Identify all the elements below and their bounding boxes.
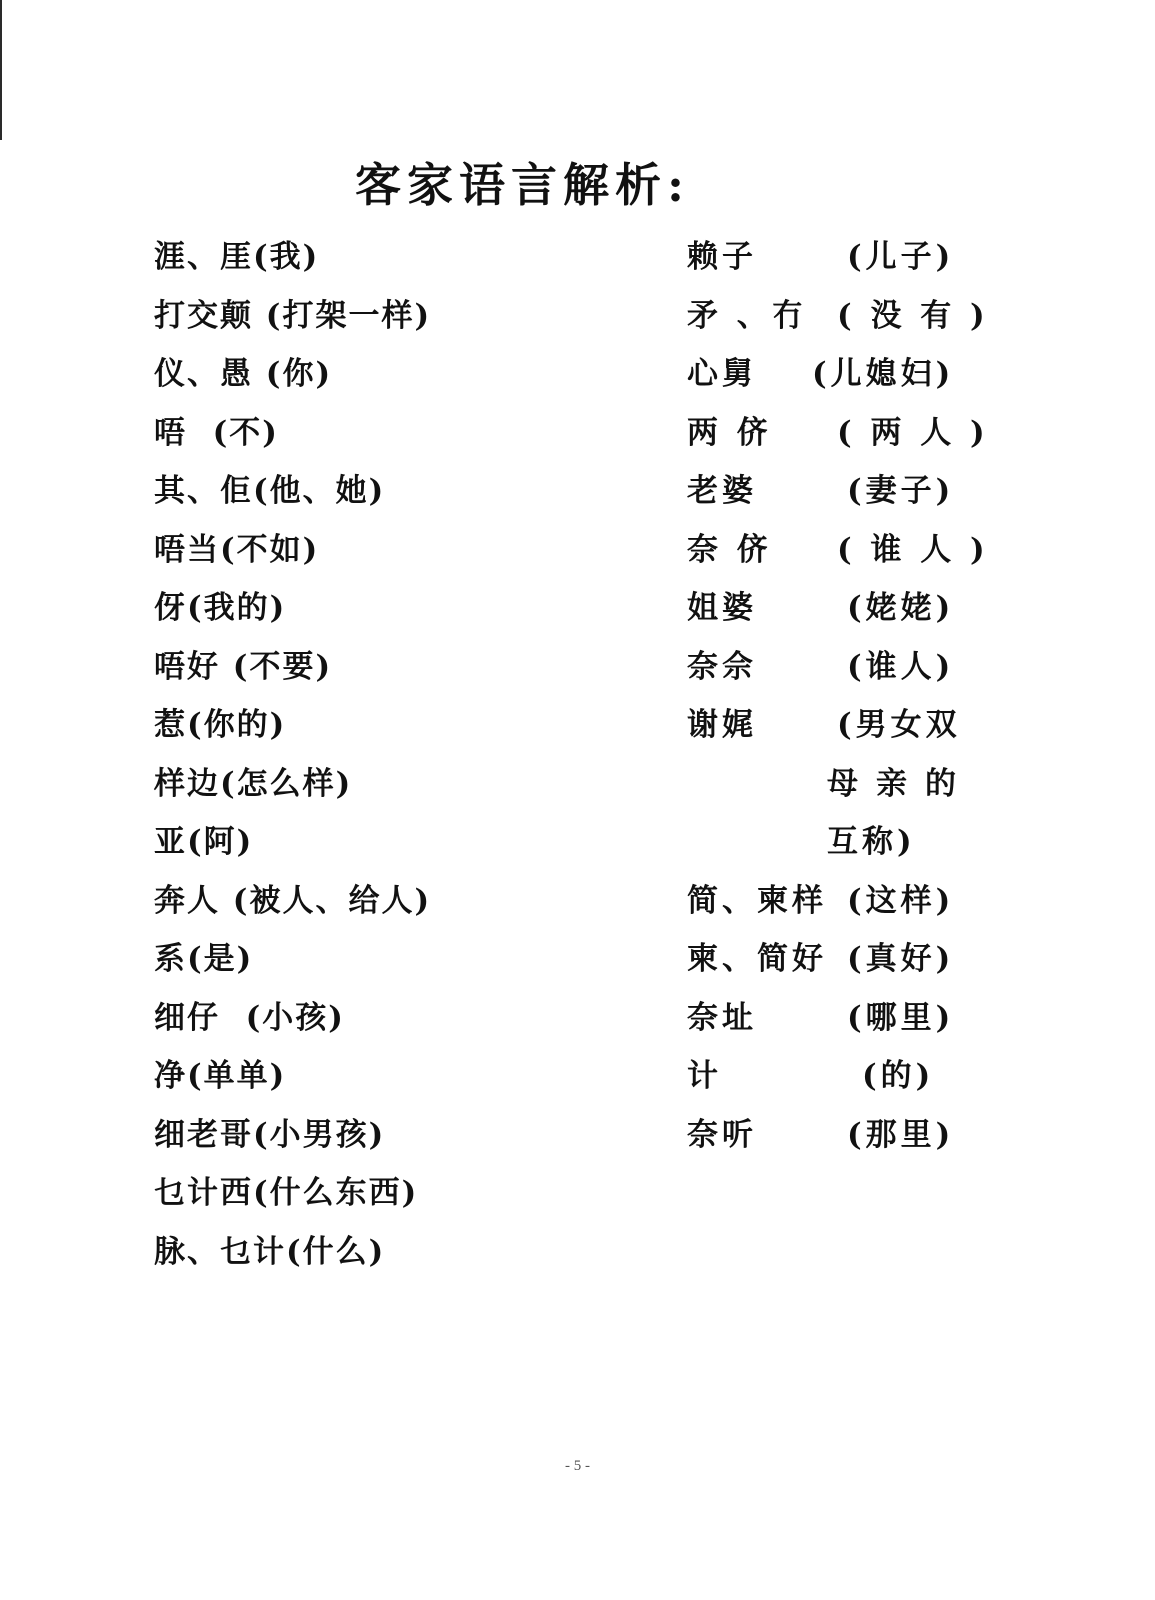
right-entry: [687, 462, 977, 521]
entry-term: 简、柬样: [687, 882, 827, 919]
left-entry: 仪、愚 (你): [154, 356, 333, 392]
right-entry: [687, 872, 977, 931]
page-number: - 5 -: [565, 1458, 590, 1474]
left-entry: 样边(怎么样): [154, 765, 353, 802]
entry-term: 心舅: [687, 356, 757, 392]
entry-gloss: ( 没 有 ): [837, 297, 989, 334]
entry-gloss: (的): [862, 1058, 935, 1094]
right-entry: [687, 1106, 977, 1165]
left-entry: 涯、厓(我): [154, 239, 320, 275]
left-entry: 净(单单): [154, 1058, 287, 1094]
right-entry: [687, 813, 977, 872]
entry-gloss-continued: 互称): [827, 824, 916, 860]
left-entry: 奔人 (被人、给人): [154, 882, 432, 919]
left-entry: 系(是): [154, 941, 254, 977]
entry-gloss: ( 谁 人 ): [837, 531, 989, 568]
right-entry: [687, 287, 989, 346]
entry-gloss: (谁人): [847, 648, 955, 685]
entry-gloss-continued: 母亲的: [827, 765, 974, 802]
entry-term: 柬、简好: [687, 941, 827, 977]
right-entry: [687, 696, 977, 755]
right-entry: [687, 930, 977, 989]
entry-gloss: (男女双: [837, 707, 961, 743]
entry-gloss: (哪里): [847, 999, 955, 1036]
entry-term: 奈佘: [687, 648, 757, 685]
entry-term: 两 侪: [687, 414, 772, 451]
entry-term: 矛 、冇: [687, 297, 807, 334]
entry-gloss: (那里): [847, 1116, 955, 1153]
entry-gloss: (姥姥): [847, 590, 955, 626]
entry-term: 奈听: [687, 1116, 757, 1153]
left-entry: 打交颠 (打架一样): [154, 297, 432, 334]
left-entry: 脉、乜计(什么): [154, 1233, 386, 1270]
entry-gloss: (妻子): [847, 473, 955, 509]
entry-gloss: (这样): [847, 882, 955, 919]
entry-gloss: ( 两 人 ): [837, 414, 989, 451]
right-entry: [687, 638, 977, 697]
left-entry: 唔 (不): [154, 414, 279, 451]
entry-term: 老婆: [687, 473, 757, 509]
right-entry: [687, 579, 977, 638]
entry-term: 奈址: [687, 999, 757, 1036]
left-entry: 惹(你的): [154, 707, 287, 743]
left-entry: 细仔 (小孩): [154, 999, 345, 1036]
entry-term: 奈 侪: [687, 531, 772, 568]
left-entry: 乜计西(什么东西): [154, 1175, 419, 1211]
right-entry: [687, 345, 977, 404]
right-entry: [687, 521, 989, 580]
left-entry: 唔好 (不要): [154, 648, 333, 685]
right-entry: [687, 989, 977, 1048]
left-entry: 其、佢(他、她): [154, 473, 386, 509]
page-title: 客家语言解析:: [355, 158, 690, 212]
right-entry: [687, 228, 977, 287]
left-entry: 亚(阿): [154, 824, 254, 860]
page-edge: [0, 0, 2, 140]
right-entry: [687, 404, 989, 463]
entry-term: 计: [687, 1058, 722, 1094]
right-entry: [687, 755, 977, 814]
left-entry: 唔当(不如): [154, 531, 320, 568]
entry-gloss: (真好): [847, 941, 955, 977]
entry-gloss: (儿子): [847, 239, 955, 275]
entry-term: 谢娓: [687, 707, 757, 743]
right-column: [687, 228, 989, 1164]
right-entry: [687, 1047, 977, 1106]
left-entry: 细老哥(小男孩): [154, 1116, 386, 1153]
entry-term: 赖子: [687, 239, 757, 275]
entry-term: 姐婆: [687, 590, 757, 626]
left-column: [154, 228, 431, 1281]
left-entry: 伢(我的): [154, 590, 287, 626]
entry-gloss: (儿媳妇): [812, 356, 955, 392]
